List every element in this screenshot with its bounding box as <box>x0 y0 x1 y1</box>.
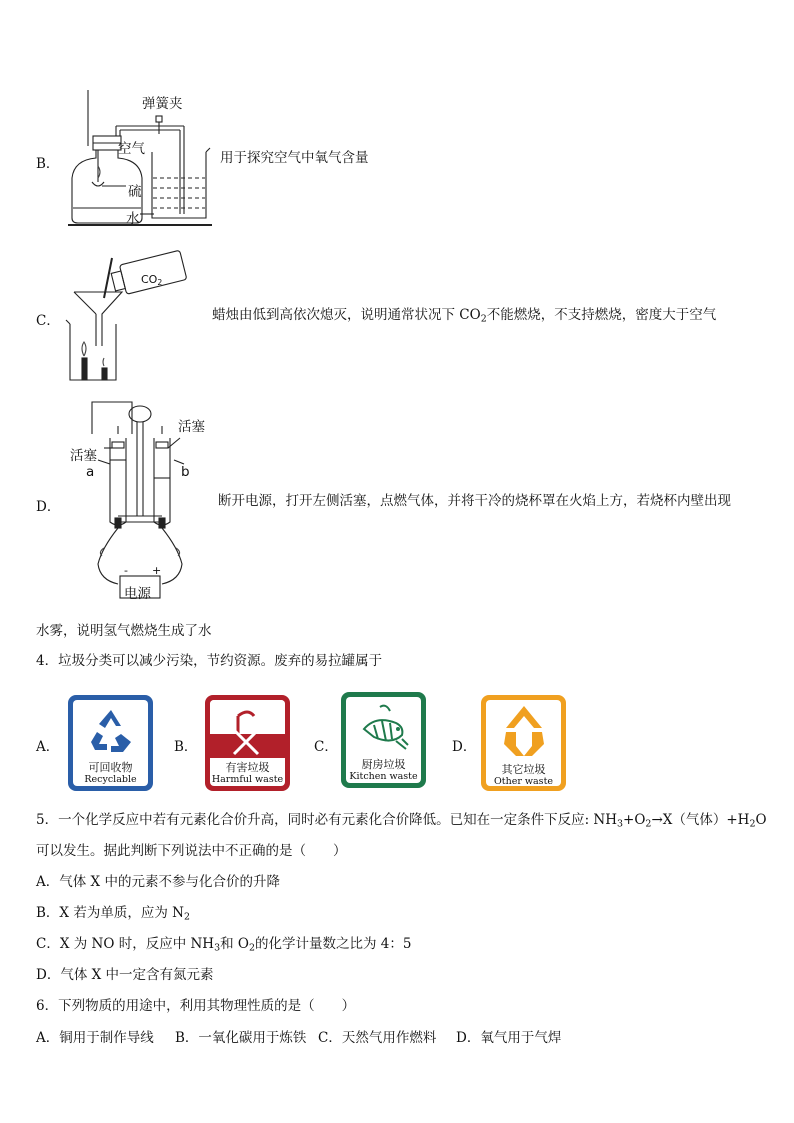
plus-label: + <box>152 564 162 577</box>
other-waste-icon <box>498 704 550 760</box>
option-b-text: 用于探究空气中氧气含量 <box>220 150 369 166</box>
option-d-text-line1: 断开电源，打开左侧活塞，点燃气体，并将干冷的烧杯罩在火焰上方，若烧杯内壁出现 <box>218 493 731 509</box>
q4-stem: 4．垃圾分类可以减少污染，节约资源。废弃的易拉罐属于 <box>36 653 383 669</box>
option-b-letter: B． <box>36 156 60 172</box>
q6-stem: 6．下列物质的用途中，利用其物理性质的是（ ） <box>36 998 356 1014</box>
harmful-waste-sign <box>205 695 290 791</box>
recycle-icon <box>85 706 137 754</box>
tube-b-label: b <box>181 464 190 480</box>
minus-label: - <box>124 564 128 577</box>
q5-option-a: A．气体 X 中的元素不参与化合价的升降 <box>36 874 280 890</box>
recyclable-zh-label: 可回收物 <box>88 761 133 774</box>
water-label: 水 <box>126 211 140 227</box>
q4-option-a-letter: A． <box>36 739 60 755</box>
candle-co2-figure <box>60 248 194 386</box>
harmful-waste-icon <box>210 700 285 758</box>
other-waste-sign <box>481 695 566 791</box>
kitchen-waste-en-label: Kitchen waste <box>349 771 418 782</box>
other-waste-en-label: Other waste <box>493 776 554 786</box>
q4-option-b-letter: B． <box>174 739 198 755</box>
q5-option-b: B．X 若为单质，应为 $N_2$ <box>36 905 190 923</box>
stopcock-right-label: 活塞 <box>178 419 205 435</box>
q4-option-d-letter: D． <box>452 739 477 755</box>
tube-a-label: a <box>86 464 95 480</box>
option-d-text-line2: 水雾，说明氢气燃烧生成了水 <box>36 623 212 639</box>
q5-option-c: C．X 为 NO 时，反应中 $NH_3$和 $O_2$的化学计量数之比为 4：5 <box>36 936 412 954</box>
clamp-label: 弹簧夹 <box>142 96 183 112</box>
harmful-waste-zh-label: 有害垃圾 <box>225 761 270 774</box>
recyclable-sign <box>68 695 153 791</box>
air-label: 空气 <box>118 141 145 157</box>
sulfur-label: 硫 <box>128 184 142 200</box>
option-d-letter: D． <box>36 499 61 515</box>
oxygen-content-apparatus-figure <box>60 86 220 230</box>
stopcock-left-label: 活塞 <box>70 448 97 464</box>
kitchen-waste-sign <box>341 692 426 788</box>
recyclable-en-label: Recyclable <box>84 774 137 785</box>
q6-option-d: D．氧气用于气焊 <box>456 1030 562 1046</box>
fish-bone-icon <box>356 701 412 755</box>
kitchen-waste-zh-label: 厨房垃圾 <box>361 758 406 771</box>
q5-stem-line2: 可以发生。据此判断下列说法中不正确的是（ ） <box>36 843 347 859</box>
co2-bottle-label: $CO_2$ <box>141 273 163 287</box>
q5-option-d: D．气体 X 中一定含有氮元素 <box>36 967 214 983</box>
q4-option-c-letter: C． <box>314 739 338 755</box>
power-label: 电源 <box>124 586 151 602</box>
other-waste-zh-label: 其它垃圾 <box>501 763 546 776</box>
q6-option-b: B．一氧化碳用于炼铁 <box>175 1030 307 1046</box>
q5-stem-line1: 5．一个化学反应中若有元素化合价升高，同时必有元素化合价降低。已知在一定条件下反应: $NH_3+O_2\to X$（气体）$+H_2O$ <box>36 812 767 830</box>
q6-option-a: A．铜用于制作导线 <box>36 1030 154 1046</box>
q6-option-c: C．天然气用作燃料 <box>318 1030 437 1046</box>
option-c-letter: C． <box>36 313 60 329</box>
harmful-waste-en-label: Harmful waste <box>211 774 284 785</box>
option-c-text: 蜡烛由低到高依次熄灭，说明通常状况下 $CO_2$不能燃烧，不支持燃烧，密度大于空气 <box>212 307 717 325</box>
